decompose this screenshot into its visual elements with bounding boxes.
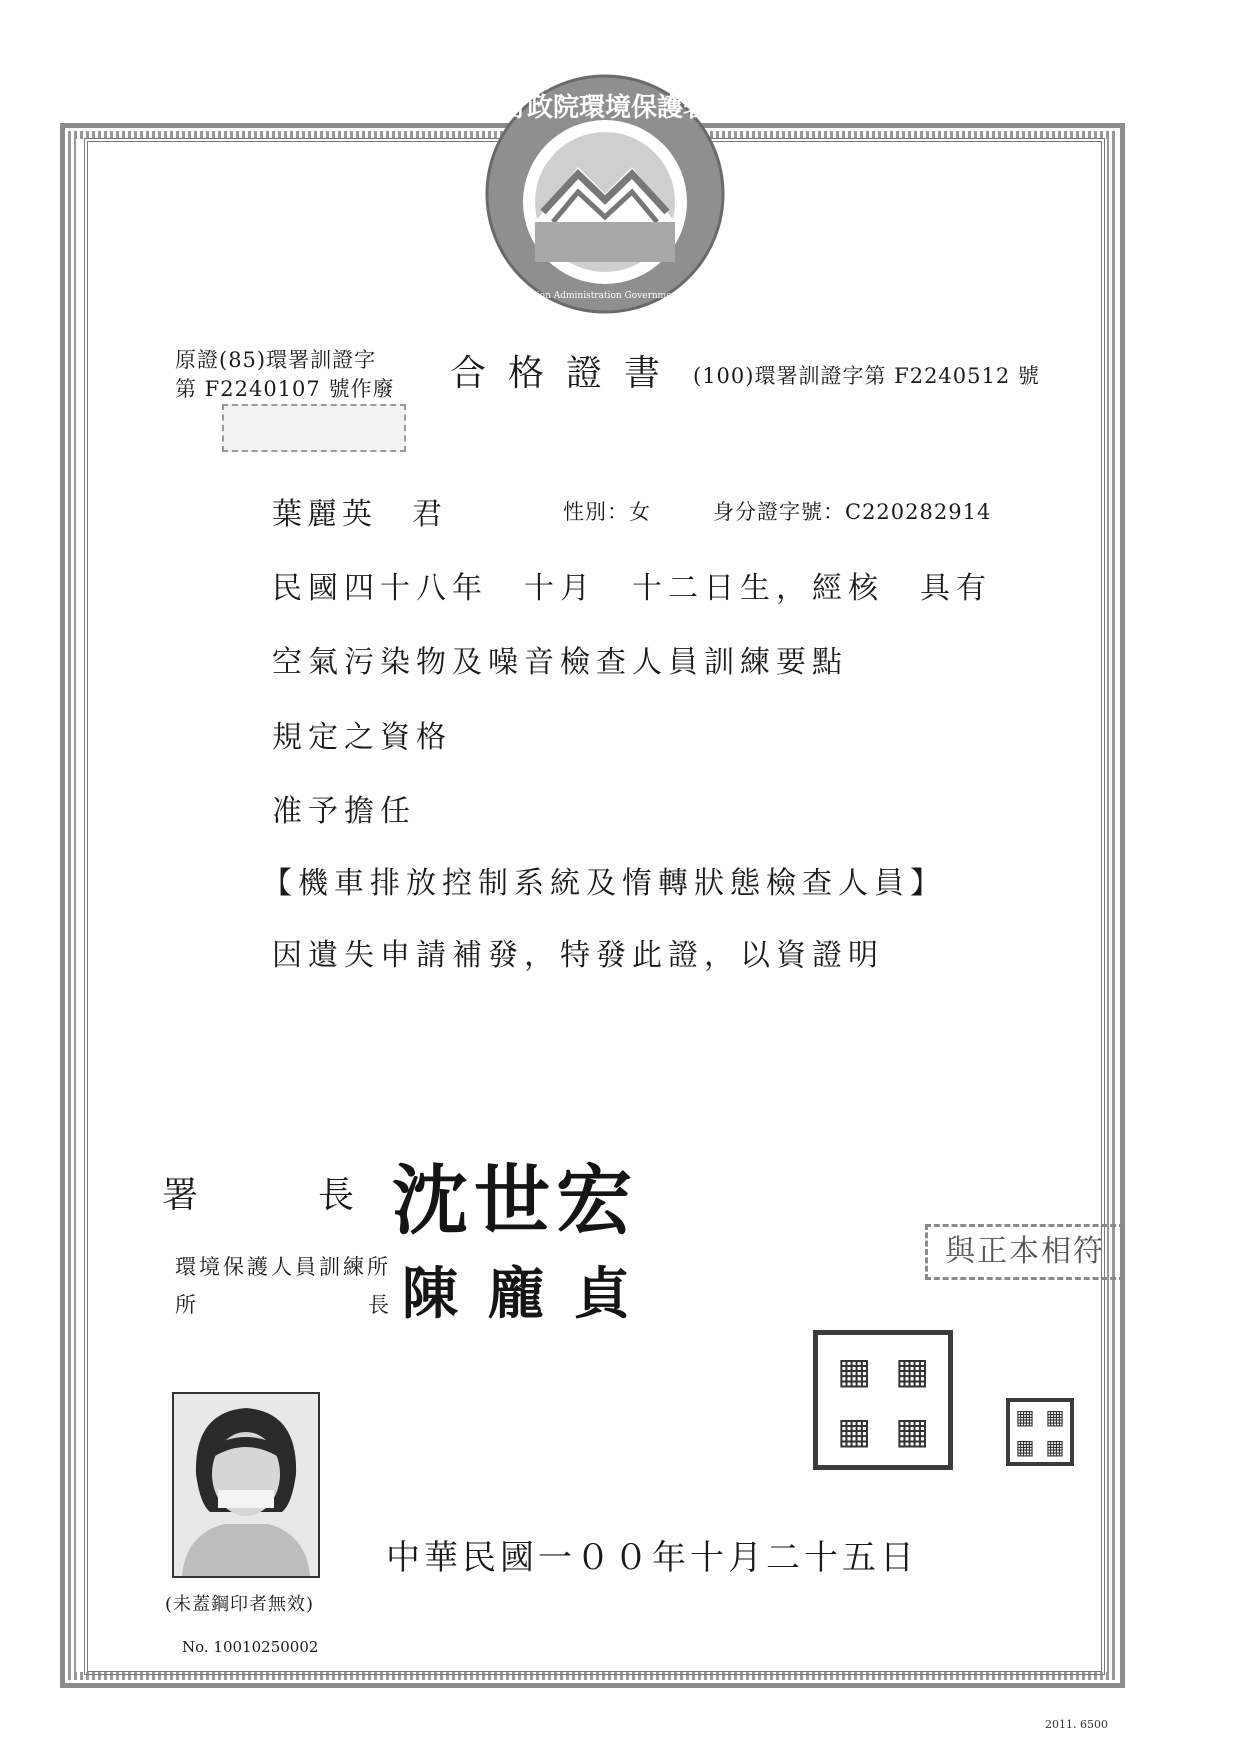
certificate-title: 合格證書 [450,353,683,394]
original-certificate-line-2: 第 F2240107 號作廢 [175,377,395,401]
qualification-line: 規定之資格 [272,720,452,755]
institute-head-signature: 陳龐貞 [402,1261,660,1327]
original-certificate-line-1: 原證(85)環署訓證字 [175,348,377,372]
institute-head-title [175,1289,389,1319]
serial-number: No. 10010250002 [182,1638,319,1656]
true-copy-stamp: 與正本相符 [925,1224,1125,1280]
director-title: 署長 [162,1175,475,1216]
institute-title-left: 所 [175,1293,196,1317]
holder-photo [172,1392,320,1578]
official-seal-small: ▦ ▦ ▦ ▦ [1006,1398,1074,1466]
holder-id-number: 身分證字號：C220282914 [713,500,992,524]
birth-date-line: 民國四十八年 十月 十二日生，經核 具有 [272,571,992,606]
void-stamp [222,404,406,452]
institute-name: 環境保護人員訓練所 [175,1255,391,1279]
print-code: 2011. 6500 [1045,1718,1108,1731]
appointment-line: 准予擔任 [272,794,416,829]
position-line: 【機車排放控制系統及惰轉狀態檢查人員】 [262,866,946,901]
issue-date: 中華民國一００年十月二十五日 [386,1538,918,1578]
director-signature: 沈世宏 [392,1156,638,1245]
emblem-agency-name: 行政院環境保護署 [500,93,710,123]
holder-gender: 性別：女 [563,500,651,524]
regulation-line: 空氣污染物及噪音檢查人員訓練要點 [272,645,848,680]
epa-emblem-logo [433,72,777,316]
certificate-number: (100)環署訓證字第 F2240512 號 [693,364,1040,388]
official-seal-large: ▦ ▦ ▦ ▦ [813,1330,953,1470]
institute-title-right: 長 [368,1293,389,1317]
original-certificate-note [175,346,394,404]
holder-name: 葉麗英 君 [272,497,447,532]
photo-validity-note: (未蓋鋼印者無效) [165,1594,315,1615]
reissue-line: 因遺失申請補發，特發此證，以資證明 [272,938,884,973]
emblem-english-ring: Environmental Protection Administration Government of Republic of China [433,291,777,301]
